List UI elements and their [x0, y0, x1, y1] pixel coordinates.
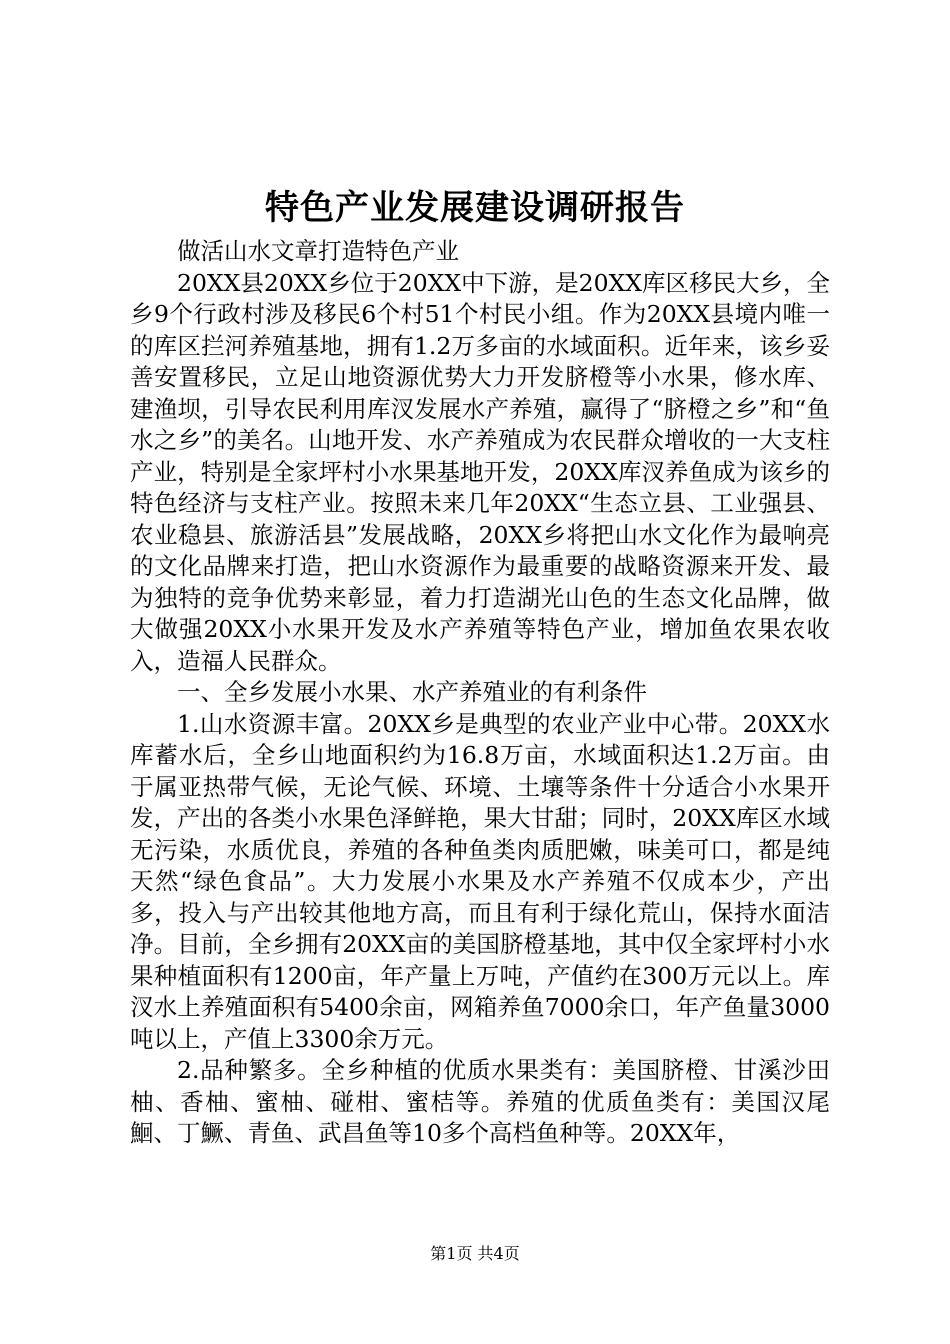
- document-body: [130, 236, 830, 1150]
- intro-paragraph: 20XX县20XX乡位于20XX中下游，是20XX库区移民大乡，全乡9个行政村涉及移民6个村51个村民小组。作为20XX县境内唯一的库区拦河养殖基地，拥有1.2万多亩的水域面积。近年来，该乡妥善安置移民，立足山地资源优势大力开发脐橙等小水果，修水库、建渔坝，引导农民利用库汊发展水产养殖，赢得了“脐橙之乡”和“鱼水之乡”的美名。山地开发、水产养殖成为农民群众增收的一大支柱产业，特别是全家坪村小水果基地开发，20XX库汊养鱼成为该乡的特色经济与支柱产业。按照未来几年20XX“生态立县、工业强县、农业稳县、旅游活县”发展战略，20XX乡将把山水文化作为最响亮的文化品牌来打造，把山水资源作为最重要的战略资源来开发、最为独特的竞争优势来彰显，着力打造湖光山色的生态文化品牌，做大做强20XX小水果开发及水产养殖等特色产业，增加鱼农果农收入，造福人民群众。: [130, 268, 830, 675]
- section-heading: 一、全乡发展小水果、水产养殖业的有利条件: [177, 678, 647, 706]
- variety-paragraph: 2.品种繁多。全乡种植的优质水果类有：美国脐橙、甘溪沙田柚、香柚、蜜柚、碰柑、蜜桔等。养殖的优质鱼类有：美国汉尾鮰、丁鱖、青鱼、武昌鱼等10多个高档鱼种等。20XX年，: [130, 1056, 830, 1147]
- resource-paragraph: 1.山水资源丰富。20XX乡是典型的农业产业中心带。20XX水库蓄水后，全乡山地面积约为16.8万亩，水域面积达1.2万亩。由于属亚热带气候，无论气候、环境、土壤等条件十分适合小水果开发，产出的各类小水果色泽鲜艳，果大甘甜；同时，20XX库区水域无污染，水质优良，养殖的各种鱼类肉质肥嫩，味美可口，都是纯天然“绿色食品”。大力发展小水果及水产养殖不仅成本少，产出多，投入与产出较其他地方高，而且有利于绿化荒山，保持水面洁净。目前，全乡拥有20XX亩的美国脐橙基地，其中仅全家坪村小水果种植面积有1200亩，年产量上万吨，产值约在300万元以上。库汊水上养殖面积有5400余亩，网箱养鱼7000余口，年产鱼量3000吨以上，产值上3300余万元。: [130, 709, 830, 1053]
- subtitle-paragraph: 做活山水文章打造特色产业: [177, 237, 459, 265]
- document-title: 特色产业发展建设调研报告: [265, 188, 685, 228]
- page-number-footer: 第1页 共4页: [430, 1244, 520, 1263]
